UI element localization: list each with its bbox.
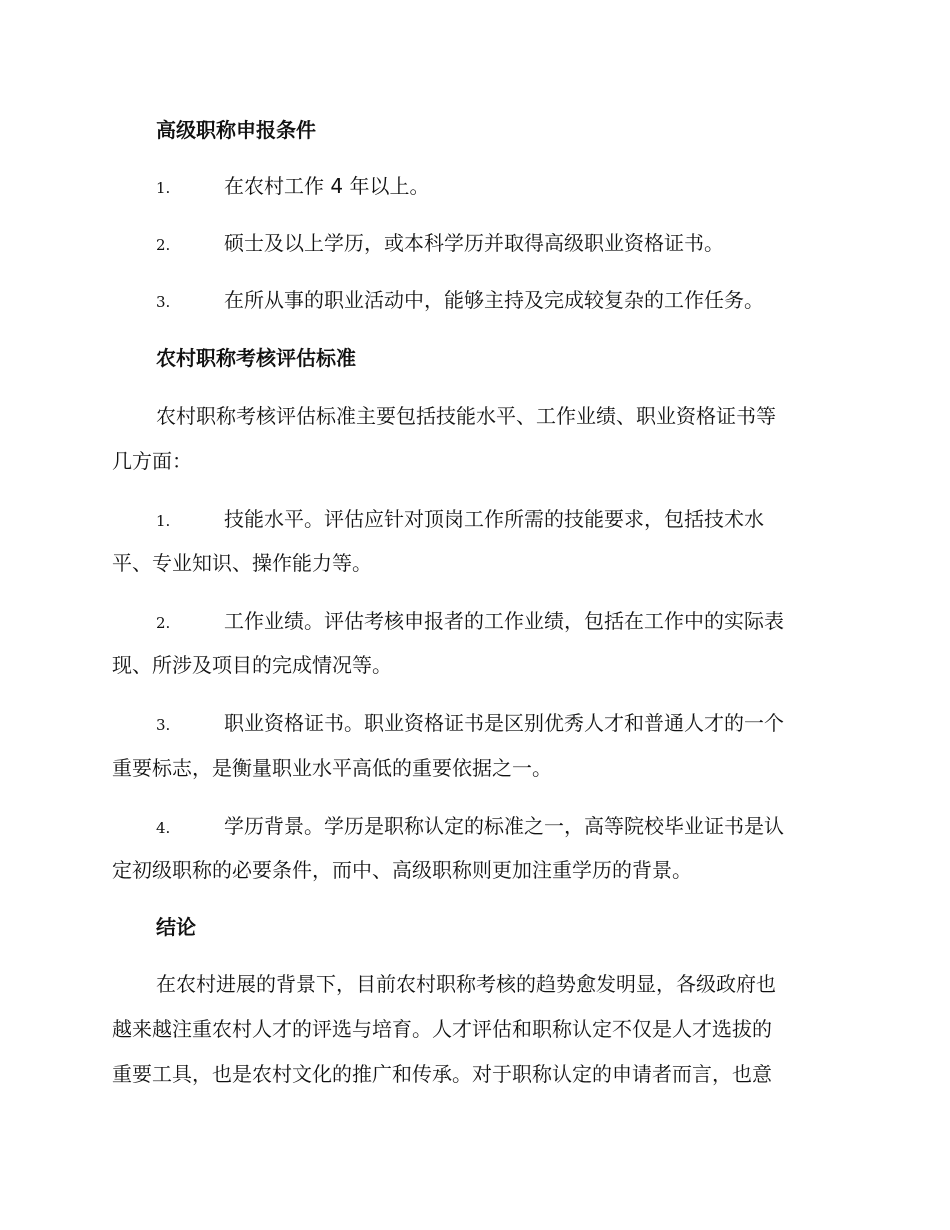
- list-item-text: 定初级职称的必要条件，而中、高级职称则更加注重学历的背景。: [112, 858, 692, 882]
- list-item-text: 重要标志，是衡量职业水平高低的重要依据之一。: [112, 756, 552, 780]
- list-item-text: 学历背景。学历是职称认定的标准之一，高等院校毕业证书是认: [224, 814, 784, 838]
- list-item-text: 平、专业知识、操作能力等。: [112, 551, 372, 575]
- list-item-number: 1.: [156, 512, 171, 530]
- list-item-text: 在农村工作 4 年以上。: [224, 174, 430, 198]
- list-item-number: 3.: [156, 293, 171, 311]
- list-item-text: 硕士及以上学历，或本科学历并取得高级职业资格证书。: [224, 231, 724, 255]
- list-item-number: 2.: [156, 614, 171, 632]
- list-item-text: 职业资格证书。职业资格证书是区别优秀人才和普通人才的一个: [224, 711, 784, 735]
- list-item-text: 技能水平。评估应针对顶岗工作所需的技能要求，包括技术水: [224, 507, 764, 531]
- paragraph-line: 在农村进展的背景下，目前农村职称考核的趋势愈发明显，各级政府也: [156, 972, 776, 996]
- paragraph-line: 越来越注重农村人才的评选与培育。人才评估和职称认定不仅是人才选拔的: [112, 1017, 772, 1041]
- list-item-number: 2.: [156, 236, 171, 254]
- list-item-text: 工作业绩。评估考核申报者的工作业绩，包括在工作中的实际表: [224, 609, 784, 633]
- section-heading-senior-title: 高级职称申报条件: [156, 118, 316, 142]
- list-item-number: 1.: [156, 179, 171, 197]
- list-item-text: 在所从事的职业活动中，能够主持及完成较复杂的工作任务。: [224, 288, 764, 312]
- list-item-text: 现、所涉及项目的完成情况等。: [112, 653, 392, 677]
- section-heading-conclusion: 结论: [156, 915, 196, 939]
- paragraph-line: 几方面：: [112, 449, 192, 473]
- paragraph-line: 重要工具，也是农村文化的推广和传承。对于职称认定的申请者而言，也意: [112, 1062, 772, 1086]
- list-item-number: 4.: [156, 819, 171, 837]
- list-item-number: 3.: [156, 716, 171, 734]
- paragraph-line: 农村职称考核评估标准主要包括技能水平、工作业绩、职业资格证书等: [156, 404, 776, 428]
- section-heading-standards: 农村职称考核评估标准: [156, 346, 356, 370]
